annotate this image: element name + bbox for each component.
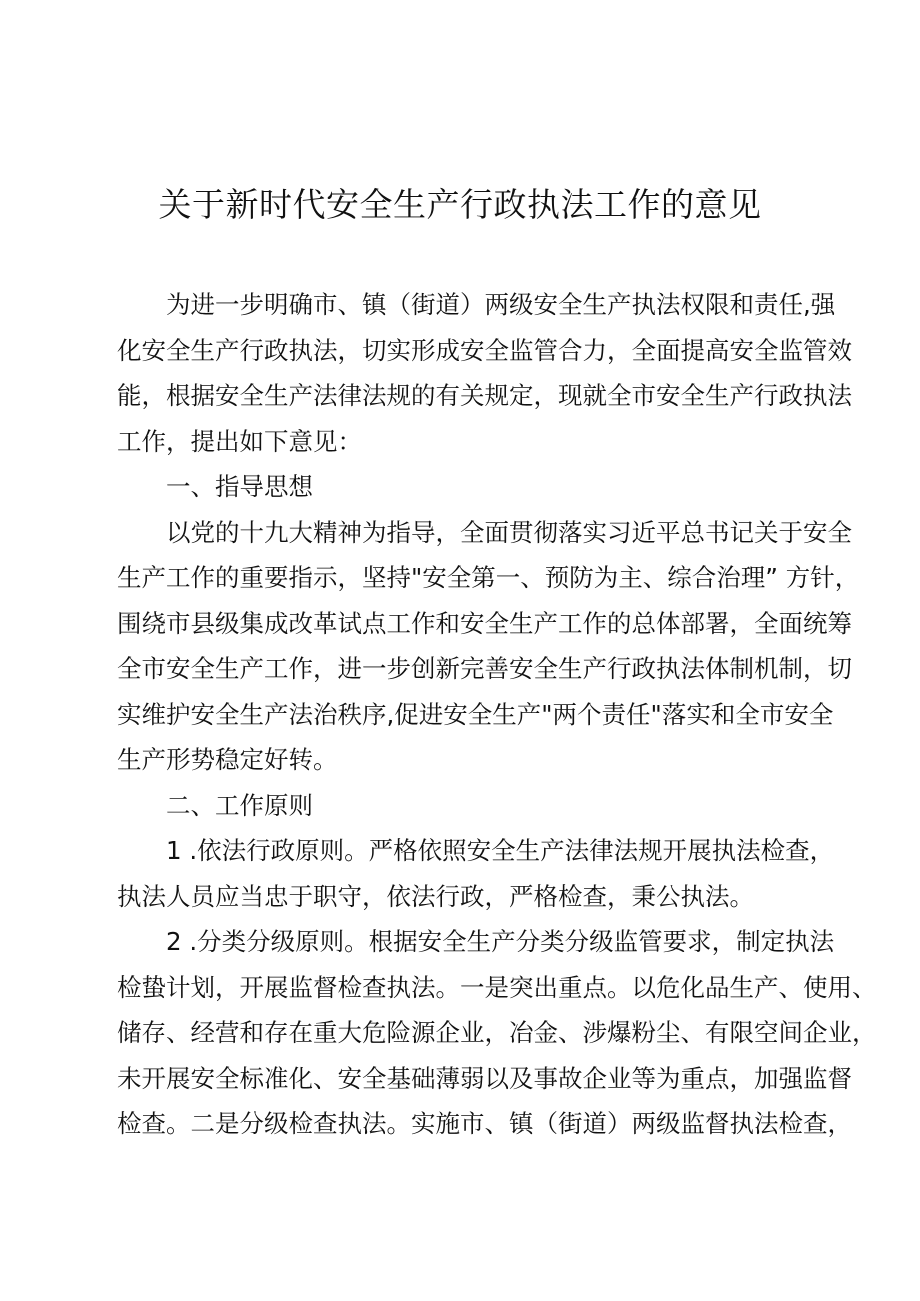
body-line: 1 .依法行政原则。严格依照安全生产法律法规开展执法检查，	[166, 836, 835, 865]
body-line: 执法人员应当忠于职守，依法行政，严格检查，秉公执法。	[117, 881, 754, 911]
body-line: 实维护安全生产法治秩序,促进安全生产"两个责任"落实和全市安全	[117, 699, 834, 729]
body-line: 全市安全生产工作，进一步创新完善安全生产行政执法体制机制，切	[117, 654, 852, 683]
body-line: 能，根据安全生产法律法规的有关规定，现就全市安全生产行政执法	[117, 381, 852, 410]
body-line: 2 .分类分级原则。根据安全生产分类分级监管要求，制定执法	[166, 927, 835, 956]
document-body	[117, 282, 877, 1147]
body-line: 围绕市县级集成改革试点工作和安全生产工作的总体部署，全面统筹	[117, 608, 852, 638]
section-heading: 二、工作原则	[166, 790, 313, 820]
body-line: 化安全生产行政执法，切实形成安全监管合力，全面提高安全监管效	[117, 335, 852, 365]
body-line: 生产形势稳定好转。	[117, 745, 338, 774]
document-title: 关于新时代安全生产行政执法工作的意见	[158, 185, 762, 224]
body-line: 检蛰计划，开展监督检查执法。一是突出重点。以危化品生产、使用、	[117, 972, 877, 1002]
body-line: 为进一步明确市、镇（街道）两级安全生产执法权限和责任,强	[166, 290, 836, 319]
body-line: 生产工作的重要指示，坚持"安全第一、预防为主、综合治理” 方针，	[117, 563, 860, 592]
body-line: 工作，提出如下意见：	[117, 426, 362, 456]
body-line: 未开展安全标准化、安全基础薄弱以及事故企业等为重点，加强监督	[117, 1063, 852, 1093]
section-heading: 一、指导思想	[166, 472, 313, 501]
body-line: 储存、经营和存在重大危险源企业，冶金、涉爆粉尘、有限空间企业，	[117, 1018, 877, 1047]
body-line: 检查。二是分级检查执法。实施市、镇（街道）两级监督执法检查，	[117, 1109, 852, 1138]
body-line: 以党的十九大精神为指导，全面贯彻落实习近平总书记关于安全	[166, 517, 852, 547]
